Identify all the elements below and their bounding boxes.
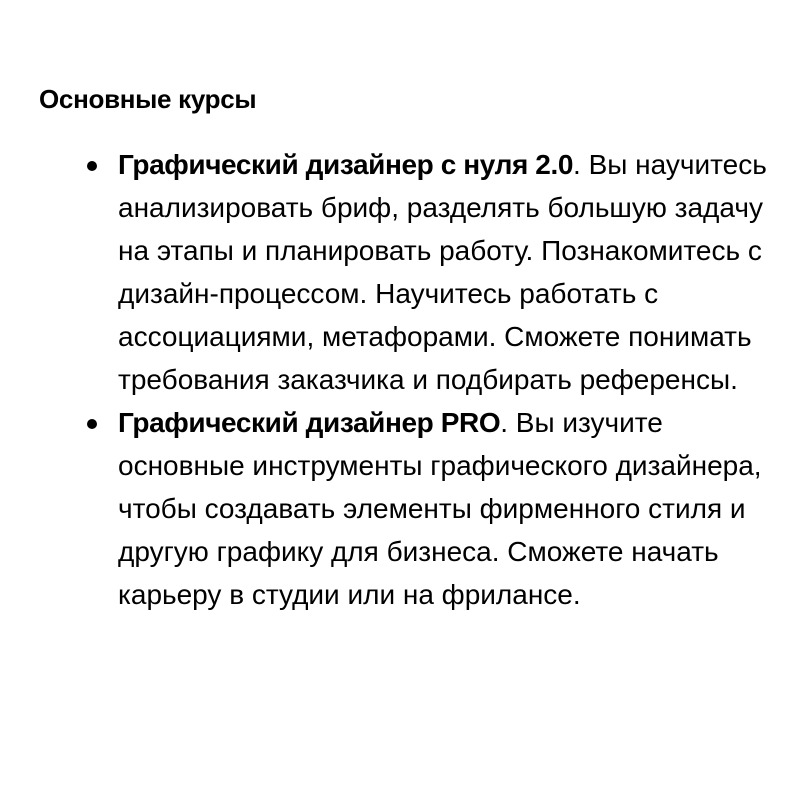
course-description: . Вы изучите основные инструменты графического дизайнера, чтобы создавать элементы фирменного стиля и другую графику для бизнеса. Сможете начать карьеру в студии или на фрилансе. <box>118 407 762 610</box>
course-list <box>118 143 788 616</box>
bullet-icon <box>87 161 97 171</box>
section-heading: Основные курсы <box>39 84 257 114</box>
course-name: Графический дизайнер с нуля 2.0 <box>118 149 574 180</box>
course-name: Графический дизайнер PRO <box>118 407 501 438</box>
bullet-icon <box>87 419 97 429</box>
course-description: . Вы научитесь анализировать бриф, разделять большую задачу на этапы и планировать работу. Познакомитесь с дизайн-процессом. Научитесь работать с ассоциациями, метафорами. Сможете понимать требования заказчика и подбирать референсы. <box>118 149 767 395</box>
list-item <box>118 401 788 616</box>
list-item <box>118 143 788 401</box>
